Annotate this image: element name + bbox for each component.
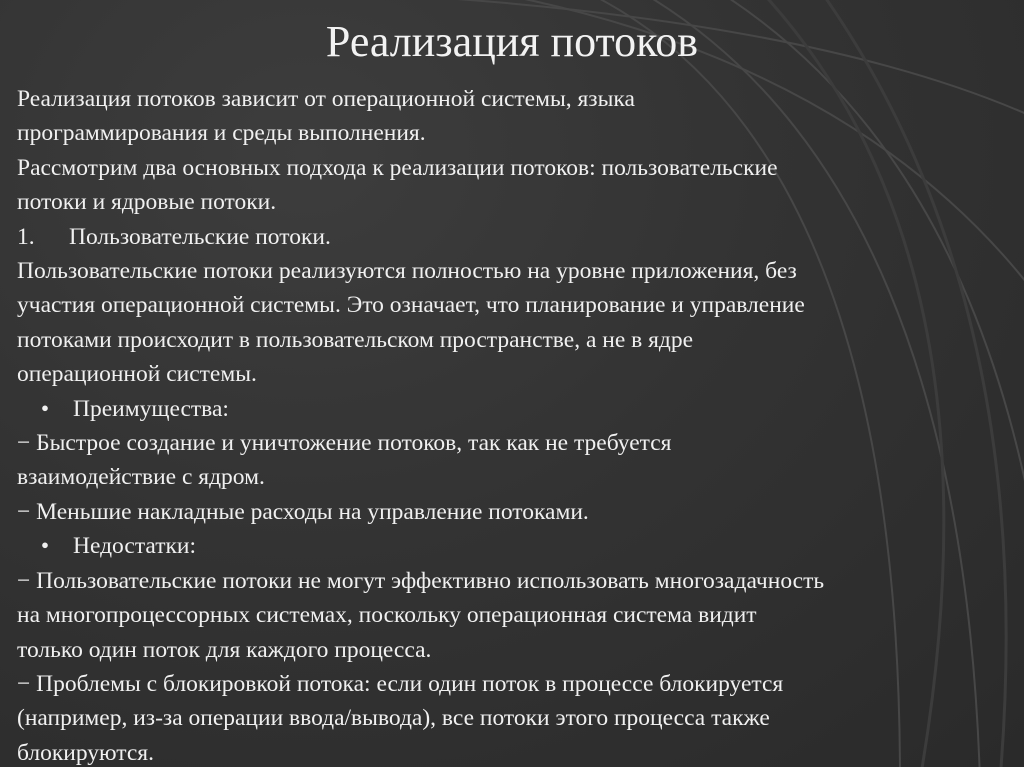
line-text: Преимущества:: [73, 395, 229, 422]
paragraph-line: [17, 598, 1012, 632]
line-text: блокируются.: [17, 739, 154, 766]
numbered-item: [17, 220, 1012, 254]
paragraph-line: [17, 254, 1012, 288]
bullet-marker: •: [40, 533, 50, 560]
paragraph-line: [17, 116, 1012, 150]
line-text: − Быстрое создание и уничтожение потоков, так как не требуется: [17, 430, 672, 457]
paragraph-line: [17, 357, 1012, 391]
line-text: операционной системы.: [17, 361, 257, 388]
paragraph-line: [17, 426, 1012, 460]
paragraph-line: [17, 495, 1012, 529]
line-text: Рассмотрим два основных подхода к реализации потоков: пользовательские: [17, 154, 778, 181]
paragraph-line: [17, 185, 1012, 219]
slide-body: [17, 82, 1012, 767]
line-text: Реализация потоков зависит от операционной системы, языка: [17, 86, 635, 112]
line-text: только один поток для каждого процесса.: [17, 636, 432, 663]
line-text: участия операционной системы. Это означает, что планирование и управление: [17, 292, 805, 319]
line-text: потоками происходит в пользовательском пространстве, а не в ядре: [17, 326, 694, 353]
line-text: (например, из-за операции ввода/вывода), все потоки этого процесса также: [17, 705, 770, 732]
paragraph-line: [17, 667, 1012, 701]
paragraph-line: [17, 633, 1012, 667]
paragraph-line: [17, 564, 1012, 598]
line-text: на многопроцессорных системах, поскольку операционная система видит: [17, 602, 757, 629]
line-text: программирования и среды выполнения.: [17, 120, 426, 147]
paragraph-line: [17, 82, 1012, 116]
bullet-item: [17, 392, 1012, 426]
list-number: 1.: [17, 223, 35, 250]
bullet-marker: •: [40, 395, 50, 422]
paragraph-line: [17, 701, 1012, 735]
paragraph-line: [17, 288, 1012, 322]
line-text: − Меньшие накладные расходы на управление потоками.: [17, 498, 589, 525]
line-text: Недостатки:: [73, 533, 196, 560]
line-text: − Проблемы с блокировкой потока: если один поток в процессе блокируется: [17, 670, 784, 697]
slide-title: Реализация потоков: [325, 17, 699, 66]
line-text: − Пользовательские потоки не могут эффективно использовать многозадачность: [17, 567, 825, 594]
line-text: взаимодействие с ядром.: [17, 464, 265, 491]
paragraph-line: [17, 460, 1012, 494]
line-text: Пользовательские потоки реализуются полностью на уровне приложения, без: [17, 258, 797, 285]
line-text: потоки и ядровые потоки.: [17, 189, 277, 216]
paragraph-line: [17, 151, 1012, 185]
paragraph-line: [17, 736, 1012, 767]
bullet-item: [17, 529, 1012, 563]
line-text: Пользовательские потоки.: [69, 223, 331, 250]
paragraph-line: [17, 323, 1012, 357]
